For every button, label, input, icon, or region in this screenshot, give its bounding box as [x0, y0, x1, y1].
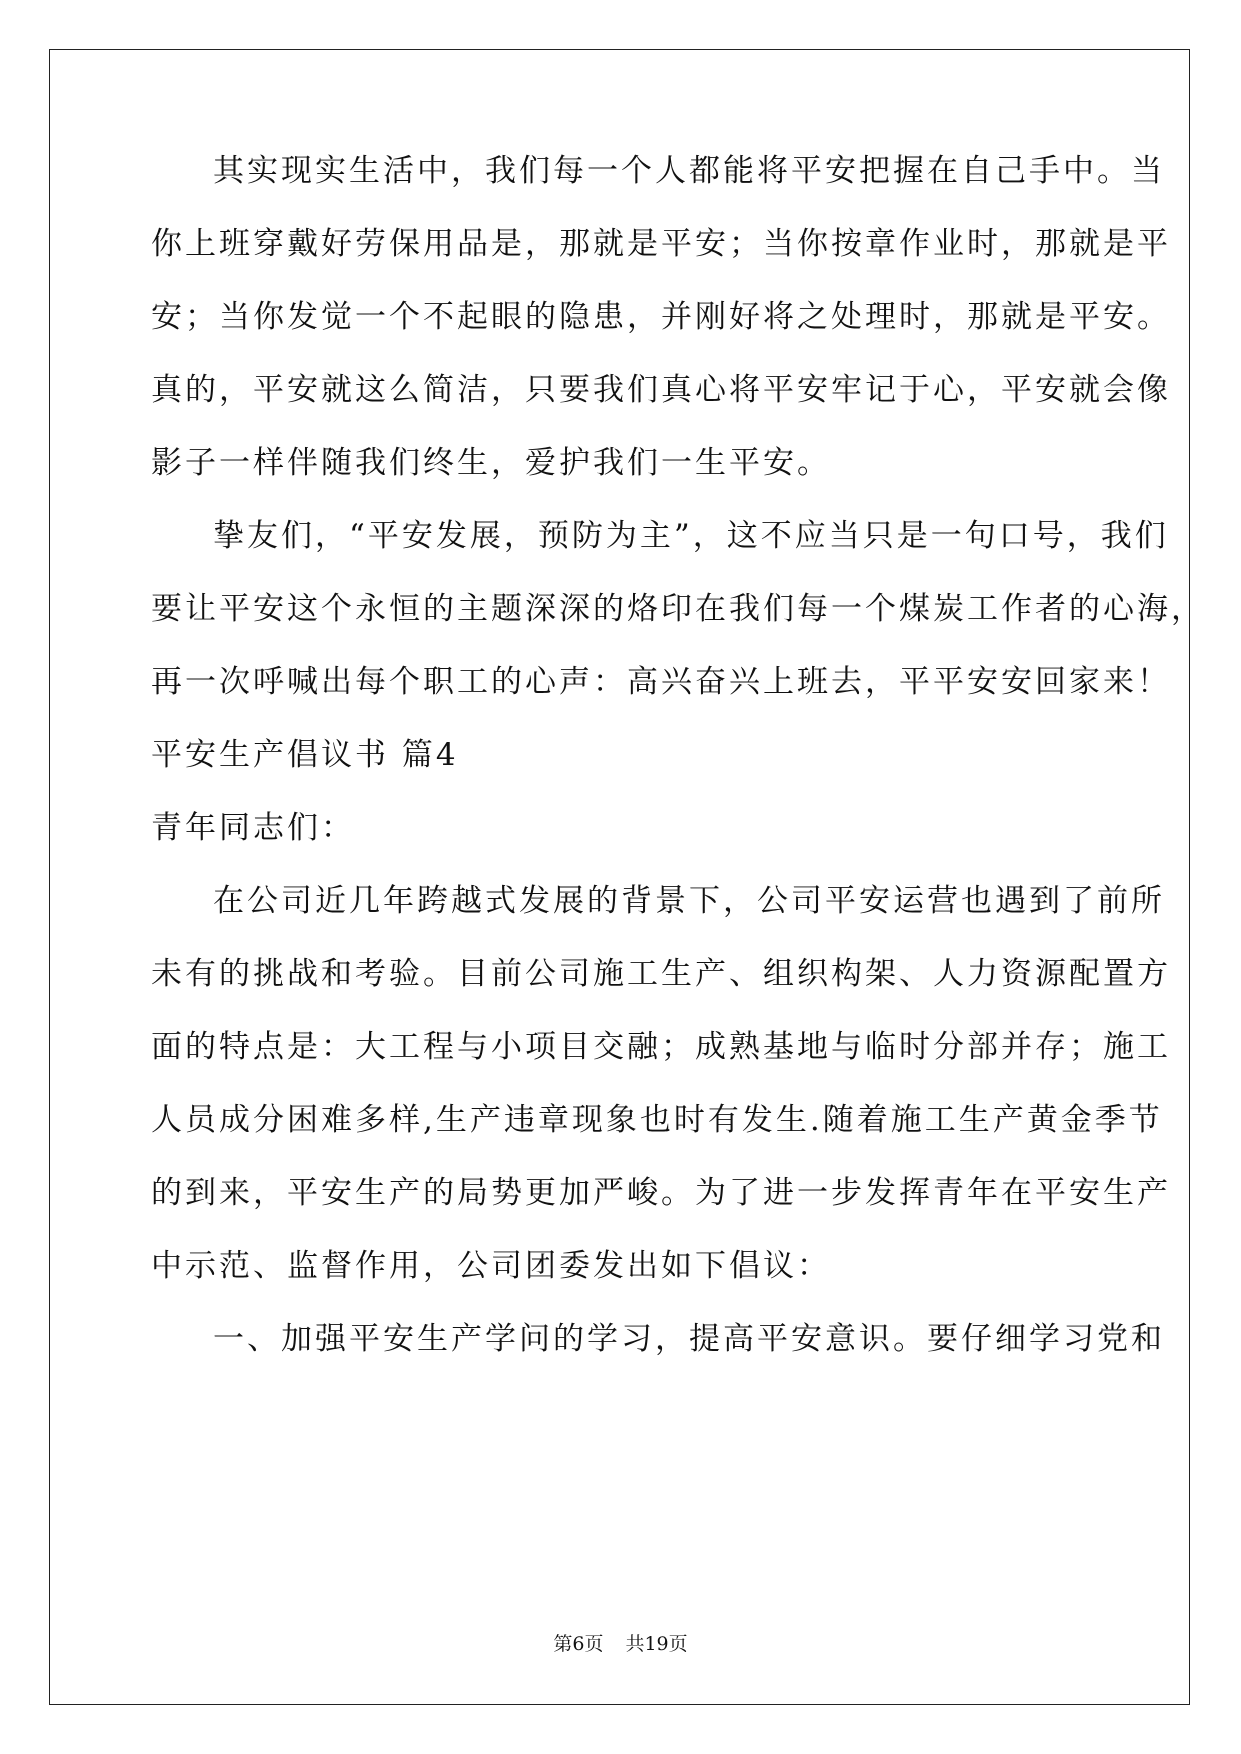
paragraph-line: 再一次呼喊出每个职工的心声：高兴奋兴上班去，平平安安回家来！ [151, 664, 1171, 700]
paragraph-line: 面的特点是：大工程与小项目交融；成熟基地与临时分部并存；施工 [151, 1029, 1171, 1065]
page-footer [0, 1632, 1241, 1656]
paragraph-line: 挚友们，“平安发展，预防为主”，这不应当只是一句口号，我们 [213, 518, 1169, 554]
paragraph-line: 一、加强平安生产学问的学习，提高平安意识。要仔细学习党和 [213, 1321, 1165, 1357]
page-number: 第6页 [553, 1633, 604, 1655]
paragraph-line: 影子一样伴随我们终生，爱护我们一生平安。 [151, 445, 831, 481]
section-heading: 平安生产倡议书 篇4 [151, 737, 459, 773]
paragraph-line: 其实现实生活中，我们每一个人都能将平安把握在自己手中。当 [213, 153, 1165, 189]
paragraph-line: 要让平安这个永恒的主题深深的烙印在我们每一个煤炭工作者的心海， [151, 591, 1205, 627]
paragraph-line: 安；当你发觉一个不起眼的隐患，并刚好将之处理时，那就是平安。 [151, 299, 1171, 335]
paragraph-line: 在公司近几年跨越式发展的背景下，公司平安运营也遇到了前所 [213, 883, 1165, 919]
paragraph-line: 的到来，平安生产的局势更加严峻。为了进一步发挥青年在平安生产 [151, 1175, 1171, 1211]
paragraph-line: 真的，平安就这么简洁，只要我们真心将平安牢记于心，平安就会像 [151, 372, 1171, 408]
paragraph-line: 人员成分困难多样,生产违章现象也时有发生.随着施工生产黄金季节 [151, 1102, 1163, 1138]
paragraph-line: 未有的挑战和考验。目前公司施工生产、组织构架、人力资源配置方 [151, 956, 1171, 992]
paragraph-line: 中示范、监督作用，公司团委发出如下倡议： [151, 1248, 831, 1284]
paragraph-line: 你上班穿戴好劳保用品是，那就是平安；当你按章作业时，那就是平 [151, 226, 1171, 262]
page-total: 共19页 [625, 1633, 688, 1655]
salutation: 青年同志们： [151, 810, 355, 846]
